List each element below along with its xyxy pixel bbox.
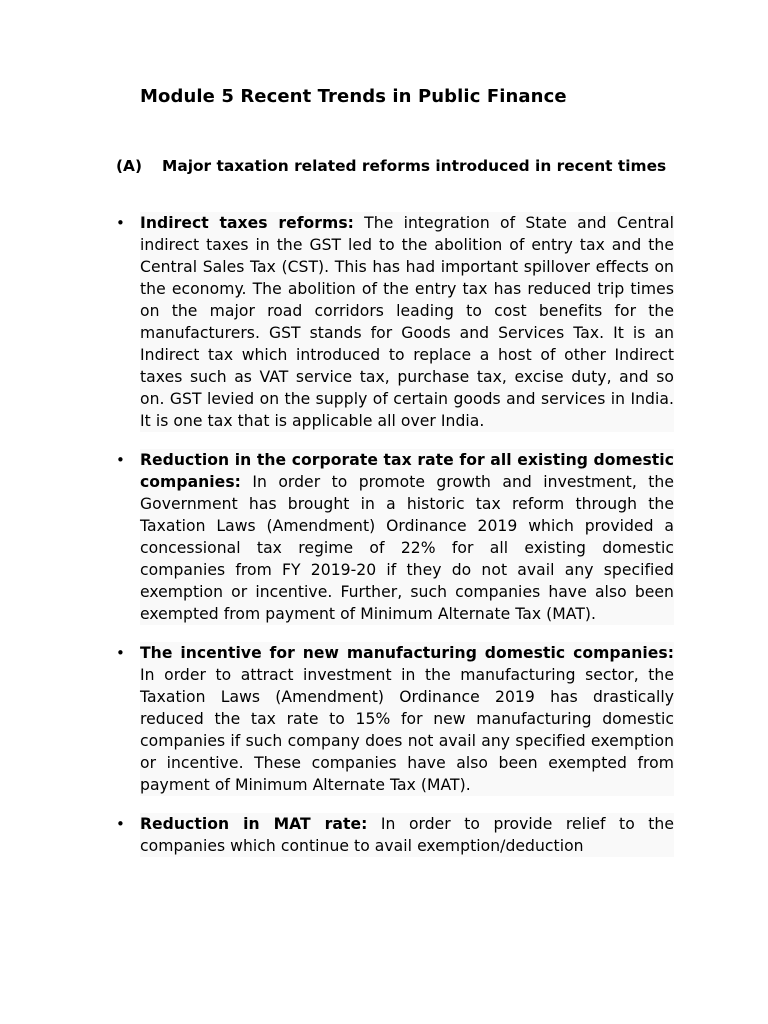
bullet-icon: • [116,451,125,469]
bullet-list [116,212,674,920]
bullet-icon: • [116,815,125,833]
section-title: Major taxation related reforms introduced in recent times [162,157,667,175]
list-item-lead: Reduction in MAT rate: [140,815,368,833]
list-item [116,813,674,857]
list-item-body: The integration of State and Central indirect taxes in the GST led to the abolition of entry tax and the Central Sales Tax (CST). This has had important spillover effects on the economy. The abolition of the entry tax has reduced trip times on the major road corridors leading to cost benefits for the manufacturers. GST stands for Goods and Services Tax. It is an Indirect tax which introduced to replace a host of other Indirect taxes such as VAT service tax, purchase tax, excise duty, and so on. GST levied on the supply of certain goods and services in India. It is one tax that is applicable all over India. [140,214,674,430]
list-item-lead: Reduction in the corporate tax rate for all existing domestic companies: [140,451,674,491]
section-heading [116,156,676,176]
bullet-icon: • [116,214,125,232]
page-title: Module 5 Recent Trends in Public Finance [140,86,567,107]
list-item-lead: Indirect taxes reforms: [140,214,354,232]
bullet-icon: • [116,644,125,662]
list-item-text [140,813,674,857]
list-item-text [140,642,674,796]
list-item [116,642,674,796]
list-item [116,449,674,625]
list-item-lead: The incentive for new manufacturing domestic companies: [140,644,674,662]
list-item [116,212,674,432]
section-number: (A) [116,157,142,175]
list-item-text [140,449,674,625]
list-item-text [140,212,674,432]
list-item-body: In order to provide relief to the companies which continue to avail exemption/deduction [140,815,674,855]
list-item-body: In order to attract investment in the manufacturing sector, the Taxation Laws (Amendment) Ordinance 2019 has drastically reduced the tax rate to 15% for new manufacturing domestic companies if such company does not avail any specified exemption or incentive. These companies have also been exempted from payment of Minimum Alternate Tax (MAT). [140,666,674,794]
list-item-body: In order to promote growth and investment, the Government has brought in a historic tax reform through the Taxation Laws (Amendment) Ordinance 2019 which provided a concessional tax regime of 22% for all existing domestic companies from FY 2019-20 if they do not avail any specified exemption or incentive. Further, such companies have also been exempted from payment of Minimum Alternate Tax (MAT). [140,473,674,623]
